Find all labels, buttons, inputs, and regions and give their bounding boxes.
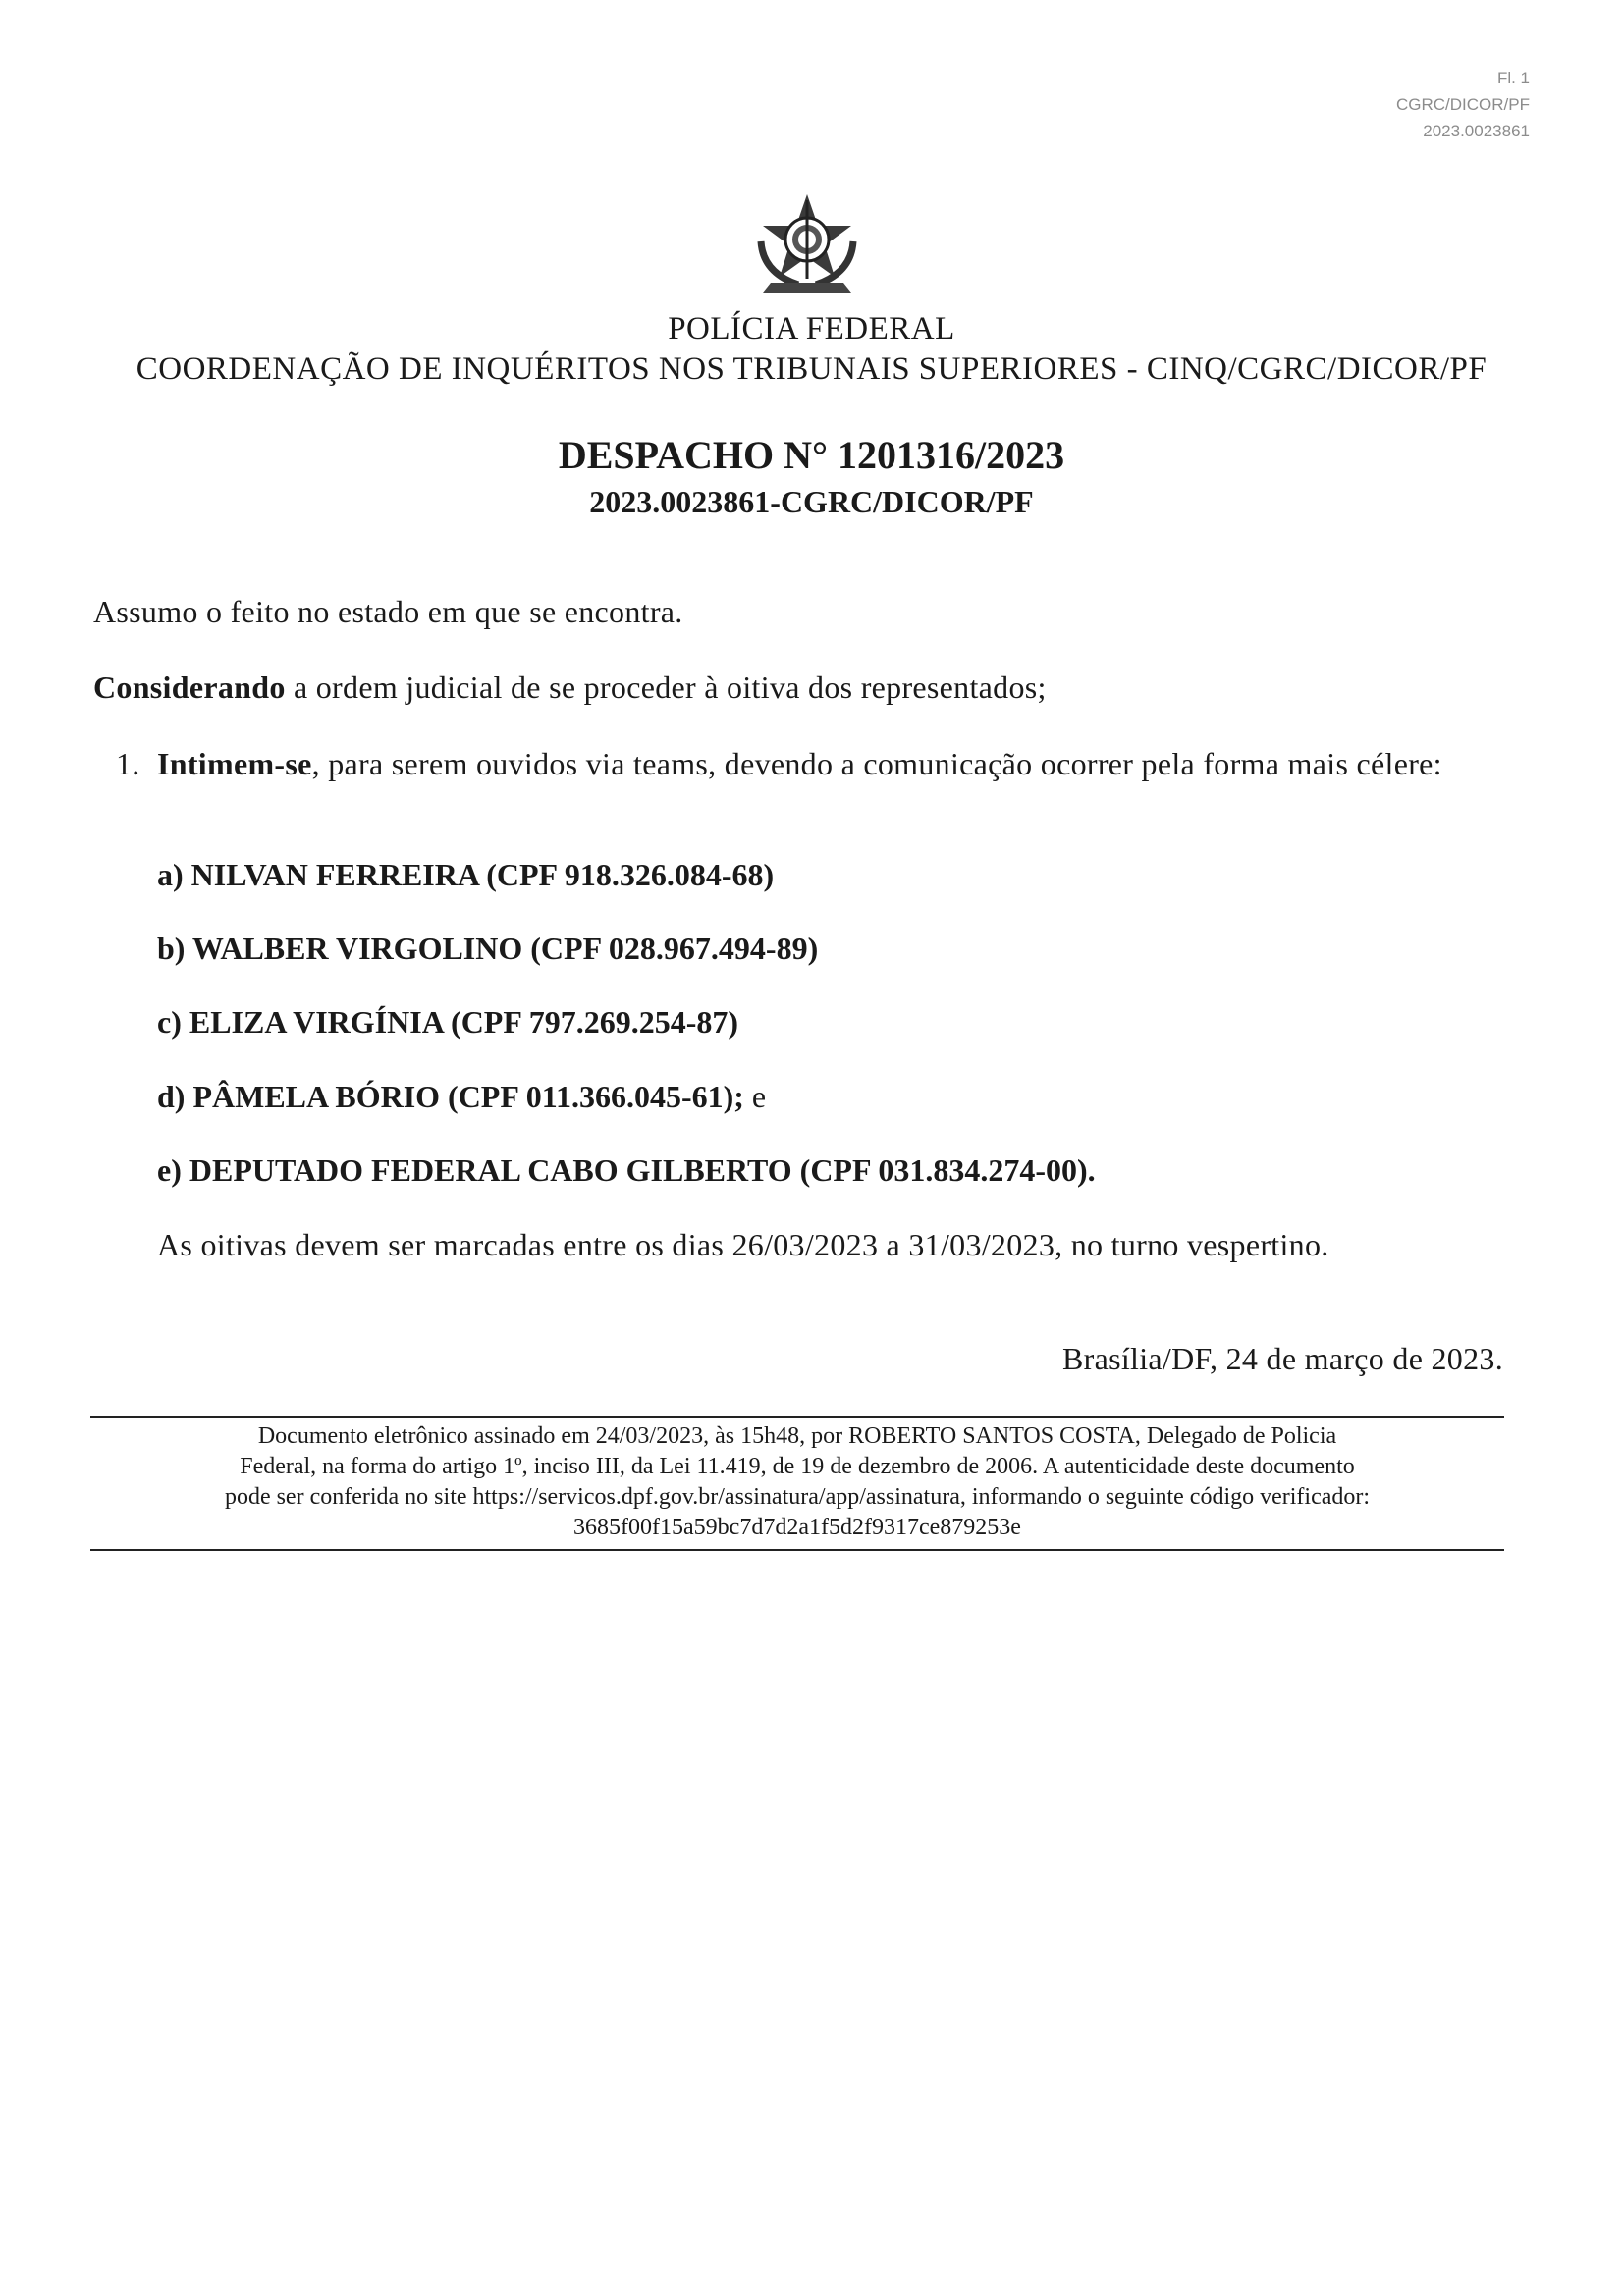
divider-top [90, 1416, 1504, 1418]
list-item: b) WALBER VIRGOLINO (CPF 028.967.494-89) [157, 931, 819, 966]
paragraph-oitivas: As oitivas devem ser marcadas entre os dias 26/03/2023 a 31/03/2023, no turno vespertino. [157, 1227, 1329, 1262]
divider-bottom [90, 1549, 1504, 1551]
list-item: a) NILVAN FERREIRA (CPF 918.326.084-68) [157, 857, 775, 892]
department-name: COORDENAÇÃO DE INQUÉRITOS NOS TRIBUNAIS SUPERIORES - CINQ/CGRC/DICOR/PF [135, 351, 1488, 387]
signature-footer [90, 1421, 1504, 1543]
place-date: Brasília/DF, 24 de março de 2023. [1061, 1341, 1503, 1376]
list-item-number: 1. [116, 746, 140, 781]
paragraph-assumo: Assumo o feito no estado em que se encontra. [93, 594, 683, 629]
list-item: e) DEPUTADO FEDERAL CABO GILBERTO (CPF 031.834.274-00). [157, 1152, 1096, 1188]
brazil-coat-of-arms-icon [741, 192, 873, 298]
paragraph-considerando [93, 669, 1047, 706]
organization-name: POLÍCIA FEDERAL [668, 311, 955, 347]
footer-line: pode ser conferida no site https://servicos.dpf.gov.br/assinatura/app/assinatura, informando o seguinte código verificador: [224, 1484, 1371, 1510]
verification-code: 3685f00f15a59bc7d7d2a1f5d2f9317ce879253e [573, 1515, 1021, 1540]
considerando-text: a ordem judicial de se proceder à oitiva dos representados; [285, 669, 1047, 705]
page-stamp [1396, 65, 1530, 144]
list-item: d) PÂMELA BÓRIO (CPF 011.366.045-61); e [157, 1079, 767, 1114]
stamp-folha: Fl. 1 [1496, 69, 1530, 87]
footer-line: Documento eletrônico assinado em 24/03/2023, às 15h48, por ROBERTO SANTOS COSTA, Delegado de Policia [257, 1423, 1337, 1449]
stamp-processo: 2023.0023861 [1423, 122, 1530, 140]
footer-line: Federal, na forma do artigo 1º, inciso III, da Lei 11.419, de 19 de dezembro de 2006. A autenticidade deste documento [240, 1454, 1355, 1479]
list-item-intimem [116, 744, 1510, 783]
stamp-unidade: CGRC/DICOR/PF [1396, 95, 1530, 114]
considerando-bold: Considerando [93, 669, 286, 705]
intimem-bold: Intimem-se [157, 746, 312, 781]
process-reference: 2023.0023861-CGRC/DICOR/PF [589, 484, 1034, 519]
list-item: c) ELIZA VIRGÍNIA (CPF 797.269.254-87) [157, 1004, 739, 1040]
intimem-text: , para serem ouvidos via teams, devendo a comunicação ocorrer pela forma mais célere: [311, 746, 1442, 781]
despacho-title: DESPACHO N° 1201316/2023 [558, 433, 1065, 477]
